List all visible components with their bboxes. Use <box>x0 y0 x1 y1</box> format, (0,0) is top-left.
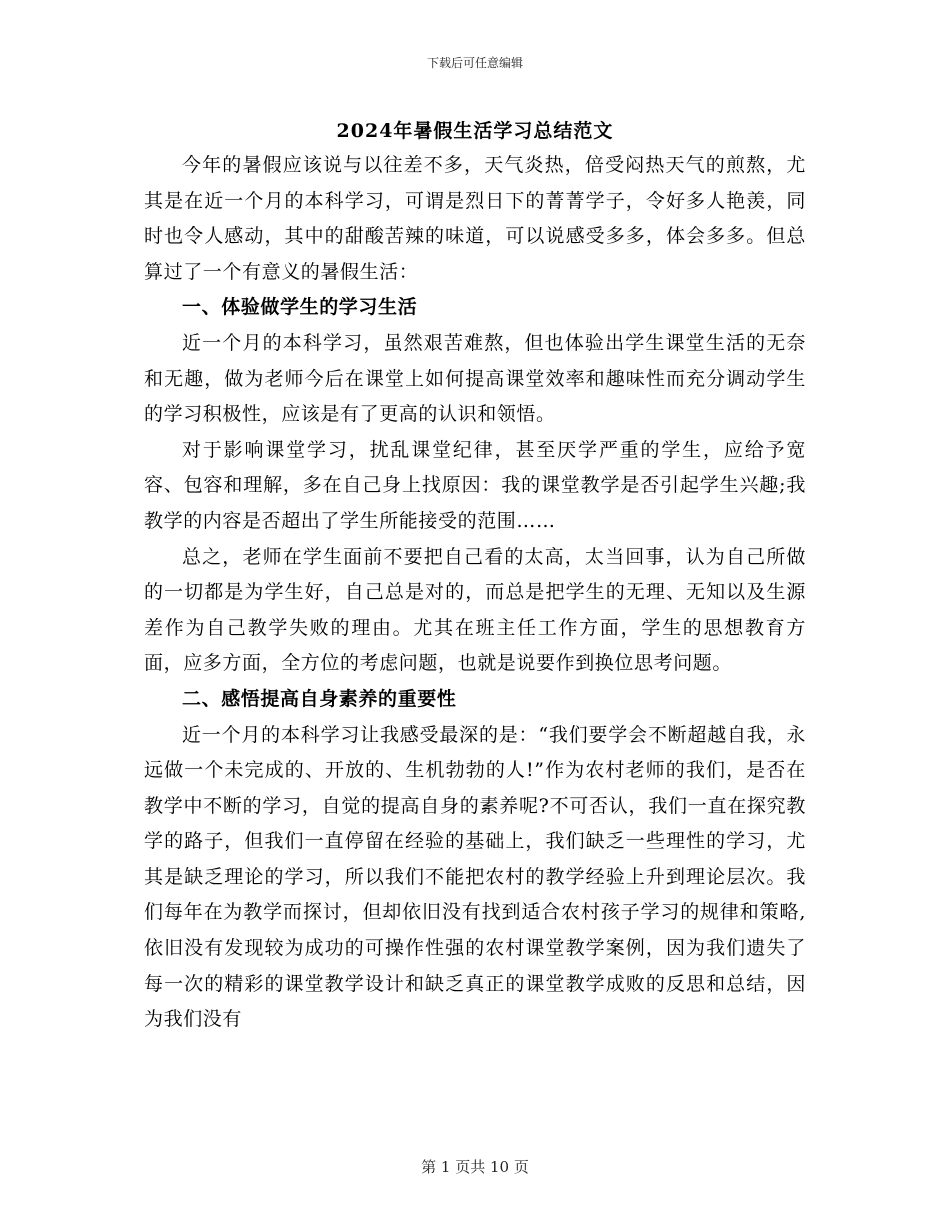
section-2-heading: 二、感悟提高自身素养的重要性 <box>182 687 457 710</box>
section-1-heading: 一、体验做学生的学习生活 <box>182 296 418 319</box>
section-1-paragraph-3: 总之，老师在学生面前不要把自己看的太高，太当回事，认为自己所做的一切都是为学生好，自己总是对的，而总是把学生的无理、无知以及生源差作为自己教学失败的理由。尤其在班主任工作方面，学生的思想教育方面，应多方面，全方位的考虑问题，也就是说要作到换位思考问题。 <box>144 545 806 675</box>
section-1-paragraph-2: 对于影响课堂学习，扰乱课堂纪律，甚至厌学严重的学生，应给予宽容、包容和理解，多在自己身上找原因：我的课堂教学是否引起学生兴趣;我教学的内容是否超出了学生所能接受的范围…… <box>144 438 806 532</box>
page-header-note: 下载后可任意编辑 <box>426 56 523 70</box>
document-body <box>144 148 806 1038</box>
document-title: 2024年暑假生活学习总结范文 <box>336 120 614 142</box>
page-number-footer: 第 1 页共 10 页 <box>421 1158 529 1176</box>
intro-paragraph: 今年的暑假应该说与以往差不多，天气炎热，倍受闷热天气的煎熬，尤其是在近一个月的本科学习，可谓是烈日下的菁菁学子，令好多人艳羡，同时也令人感动，其中的甜酸苦辣的味道，可以说感受多多，体会多多。但总算过了一个有意义的暑假生活： <box>144 154 806 283</box>
section-2-paragraph-1: 近一个月的本科学习让我感受最深的是：“我们要学会不断超越自我，永远做一个未完成的、开放的、生机勃勃的人!”作为农村老师的我们，是否在教学中不断的学习，自觉的提高自身的素养呢?不可否认，我们一直在探究教学的路子，但我们一直停留在经验的基础上，我们缺乏一些理性的学习，尤其是缺乏理论的学习，所以我们不能把农村的教学经验上升到理论层次。我们每年在为教学而探讨，但却依旧没有找到适合农村孩子学习的规律和策略,依旧没有发现较为成功的可操作性强的农村课堂教学案例，因为我们遗失了每一次的精彩的课堂教学设计和缺乏真正的课堂教学成败的反思和总结，因为我们没有 <box>144 723 806 1031</box>
section-1-paragraph-1: 近一个月的本科学习，虽然艰苦难熬，但也体验出学生课堂生活的无奈和无趣，做为老师今后在课堂上如何提高课堂效率和趣味性而充分调动学生的学习积极性，应该是有了更高的认识和领悟。 <box>144 331 806 426</box>
